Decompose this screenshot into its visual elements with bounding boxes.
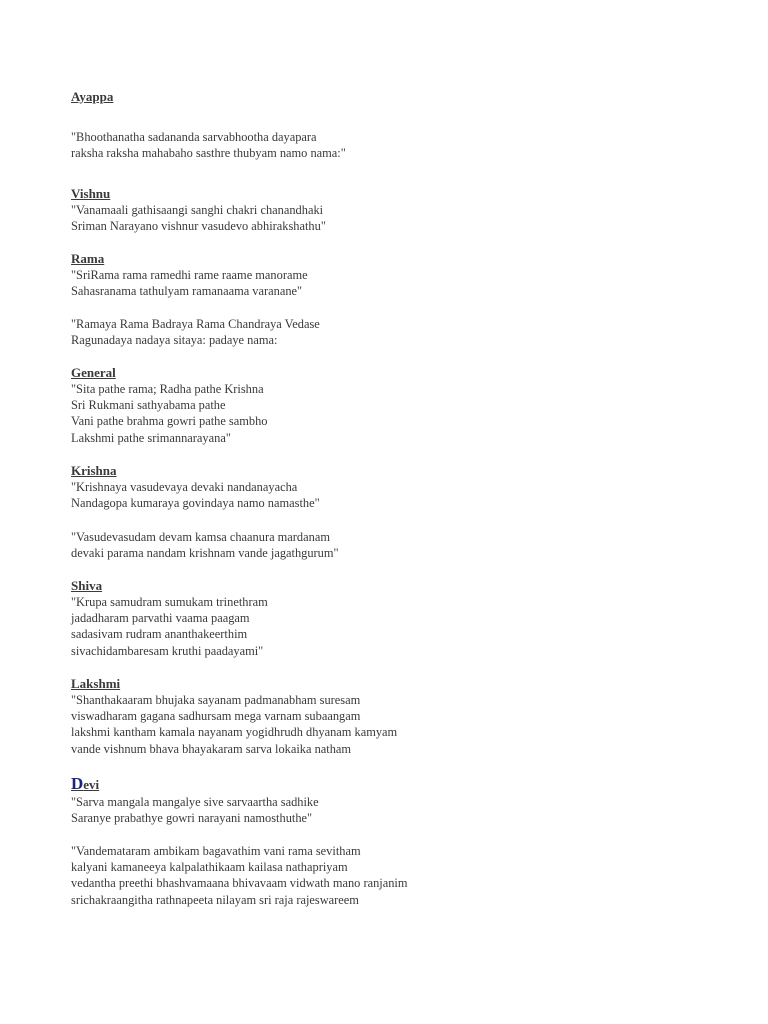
section-krishna (71, 463, 320, 511)
verse-rama-2 (71, 316, 320, 348)
verse-line: Lakshmi pathe srimannarayana" (71, 430, 231, 445)
verse-line: vande vishnum bhava bhayakaram sarva lokaika natham (71, 741, 352, 756)
verse-line: devaki parama nandam krishnam vande jagathgurum" (71, 546, 339, 561)
verse-line: Sahasranama tathulyam ramanaama varanane" (71, 284, 303, 299)
verse-line: raksha raksha mahabaho sasthre thubyam namo nama:" (71, 146, 346, 161)
verse-line: Nandagopa kumaraya govindaya namo namasthe" (71, 496, 320, 511)
section-devi (71, 775, 319, 826)
heading-shiva: Shiva (71, 578, 103, 593)
verse-line: sadasivam rudram ananthakeerthim (71, 627, 248, 642)
verse-line: lakshmi kantham kamala nayanam yogidhrudh dhyanam kamyam (71, 725, 398, 740)
section-general (71, 365, 267, 446)
verse-line: srichakraangitha rathnapeeta nilayam sri raja rajeswareem (71, 892, 359, 907)
heading-general: General (71, 365, 116, 380)
verse-line: "SriRama rama ramedhi rame raame manorame (71, 268, 308, 282)
verse-ayappa (71, 129, 346, 161)
verse-line: "Bhoothanatha sadananda sarvabhootha dayapara (71, 130, 317, 144)
heading-devi-cap: D (71, 774, 84, 793)
heading-devi (71, 775, 319, 794)
verse-line: "Krishnaya vasudevaya devaki nandanayacha (71, 480, 298, 494)
verse-line: "Sarva mangala mangalye sive sarvaartha sadhike (71, 795, 319, 809)
verse-line: "Krupa samudram sumukam trinethram (71, 595, 268, 609)
verse-line: "Shanthakaaram bhujaka sayanam padmanabham suresam (71, 693, 361, 707)
verse-line: kalyani kamaneeya kalpalathikaam kailasa nathapriyam (71, 860, 348, 875)
heading-vishnu: Vishnu (71, 186, 111, 201)
verse-line: "Sita pathe rama; Radha pathe Krishna (71, 382, 264, 396)
section-lakshmi (71, 676, 397, 757)
verse-line: viswadharam gagana sadhursam mega varnam subaangam (71, 709, 361, 724)
verse-line: "Ramaya Rama Badraya Rama Chandraya Vedase (71, 317, 320, 331)
verse-line: "Vanamaali gathisaangi sanghi chakri chanandhaki (71, 203, 324, 217)
verse-line: Sriman Narayano vishnur vasudevo abhirakshathu" (71, 219, 326, 234)
verse-line: Vani pathe brahma gowri pathe sambho (71, 414, 268, 429)
verse-line: jadadharam parvathi vaama paagam (71, 611, 250, 626)
heading-ayappa: Ayappa (71, 89, 114, 104)
section-ayappa (71, 89, 113, 105)
verse-line: sivachidambaresam kruthi paadayami" (71, 643, 264, 658)
heading-lakshmi: Lakshmi (71, 676, 121, 691)
section-rama (71, 251, 308, 299)
verse-line: Sri Rukmani sathyabama pathe (71, 398, 226, 413)
verse-line: Saranye prabathye gowri narayani namosthuthe" (71, 811, 313, 826)
section-shiva (71, 578, 268, 659)
verse-krishna-2 (71, 529, 339, 561)
section-vishnu (71, 186, 326, 234)
heading-krishna: Krishna (71, 463, 117, 478)
verse-line: Ragunadaya nadaya sitaya: padaye nama: (71, 333, 278, 348)
verse-line: "Vandemataram ambikam bagavathim vani rama sevitham (71, 844, 361, 858)
heading-rama: Rama (71, 251, 105, 266)
verse-devi-2 (71, 843, 408, 908)
heading-devi-rest: evi (83, 777, 100, 792)
verse-line: "Vasudevasudam devam kamsa chaanura mardanam (71, 530, 330, 544)
verse-line: vedantha preethi bhashvamaana bhivavaam vidwath mano ranjanim (71, 876, 408, 891)
